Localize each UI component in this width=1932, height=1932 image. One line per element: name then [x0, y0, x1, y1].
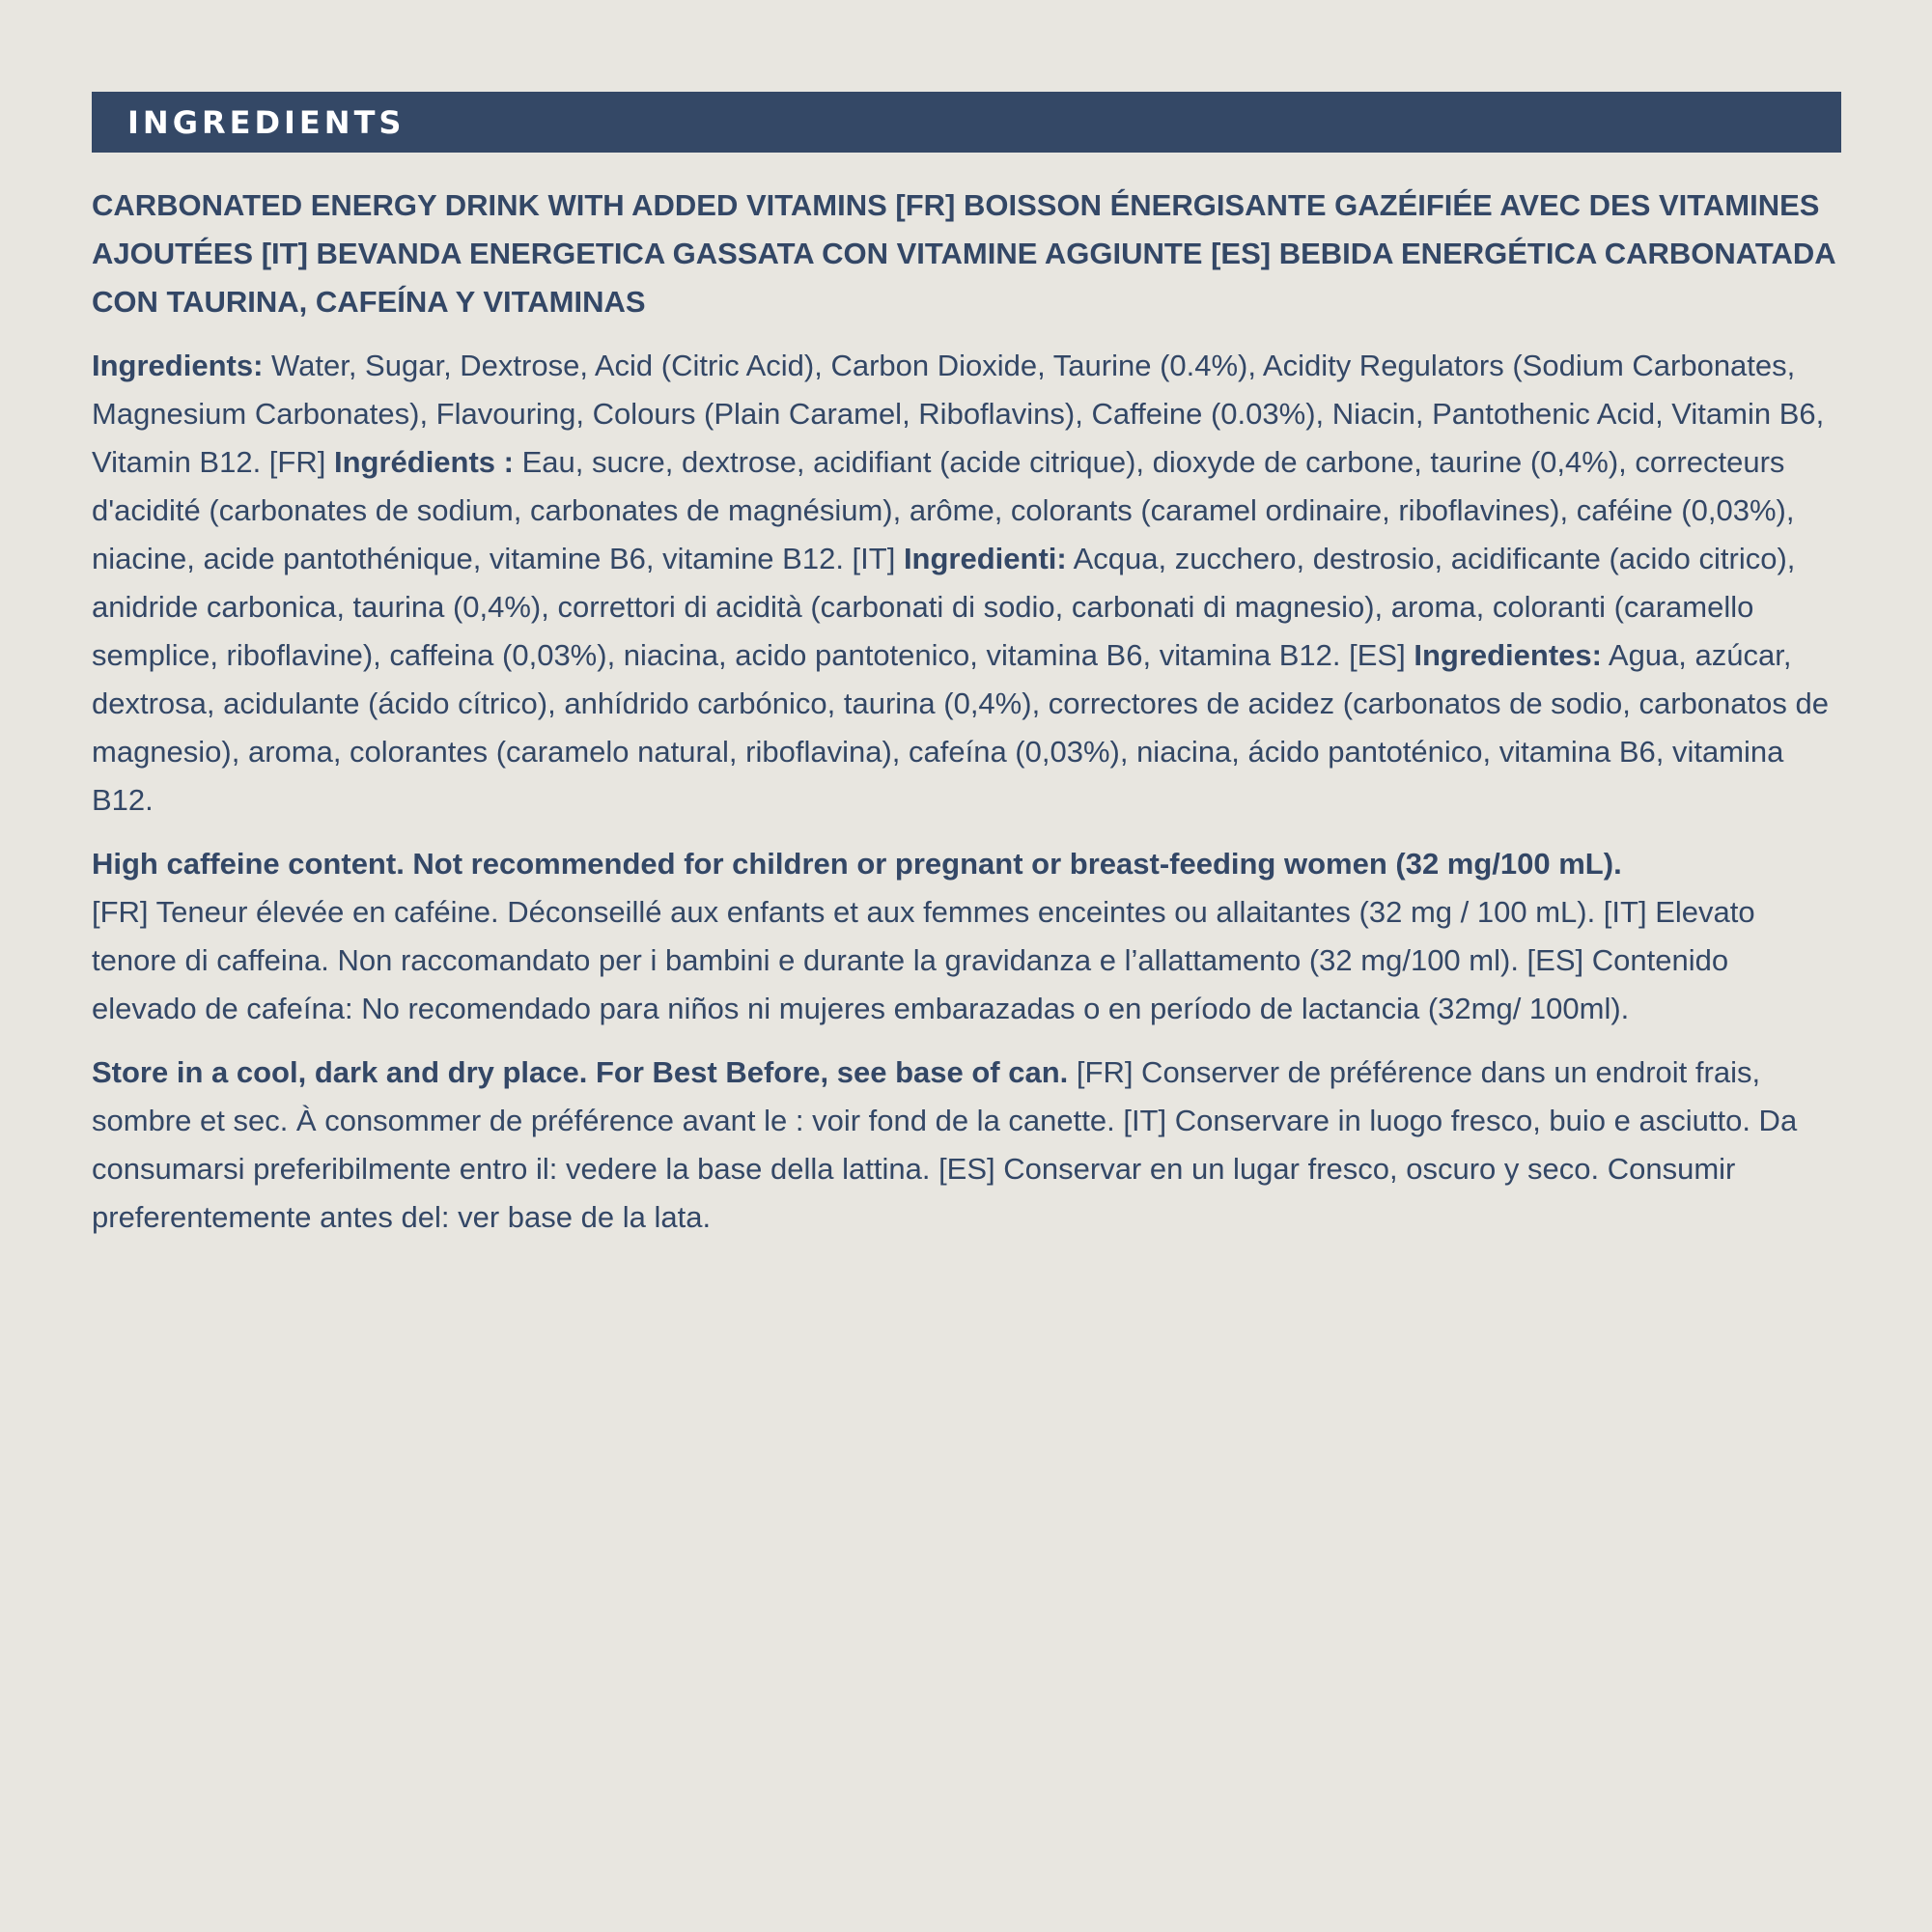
ingredients-text-en: Water, Sugar, Dextrose, Acid (Citric Acid), Carbon Dioxide, Taurine (0.4%), Acidity Regulators (Sodium Carbonates, Magnesium Carbonates), Flavouring, Colours (Plain Caramel, Riboflavins), Caffeine (0.03%), Niacin, Pantothenic Acid, Vitamin B6, Vitamin B12. [FR] — [92, 349, 1825, 479]
storage-instructions-translations: [FR] Conserver de préférence dans un endroit frais, sombre et sec. À consommer de préférence avant le : voir fond de la canette. [IT] Conservare in luogo fresco, buio e asciutto. Da consumarsi preferibilmente entro il: vedere la base della lattina. [ES] Conservar en un lugar fresco, oscuro y seco. Consumir preferentemente antes del: ver base de la lata. — [92, 1055, 1798, 1234]
ingredients-label-fr: Ingrédients : — [333, 445, 514, 479]
product-name: CARBONATED ENERGY DRINK WITH ADDED VITAMINS [FR] BOISSON ÉNERGISANTE GAZÉIFIÉE AVEC DES VITAMINES AJOUTÉES [IT] BEVANDA ENERGETICA GASSATA CON VITAMINE AGGIUNTE [ES] BEBIDA ENERGÉTICA CARBONATADA CON TAURINA, CAFEÍNA Y VITAMINAS — [92, 188, 1835, 319]
section-header — [92, 92, 1841, 153]
caffeine-warning-en: High caffeine content. Not recommended for children or pregnant or breast-feeding women (32 mg/100 mL). — [92, 847, 1622, 881]
ingredients-label-es: Ingredientes: — [1414, 638, 1602, 672]
ingredients-text-es: Agua, azúcar, dextrosa, acidulante (ácido cítrico), anhídrido carbónico, taurina (0,4%), correctores de acidez (carbonatos de sodio, carbonatos de magnesio), aroma, colorantes (caramelo natural, riboflavina), cafeína (0,03%), niacina, ácido pantoténico, vitamina B6, vitamina B12. — [92, 638, 1829, 817]
caffeine-warning — [92, 840, 1841, 1033]
ingredients-text-it: Acqua, zucchero, destrosio, acidificante (acido citrico), anidride carbonica, taurina (0,4%), correttori di acidità (carbonati di sodio, carbonati di magnesio), aroma, coloranti (caramello semplice, riboflavine), caffeina (0,03%), niacina, acido pantotenico, vitamina B6, vitamina B12. [ES] — [92, 542, 1796, 672]
ingredients-list — [92, 342, 1841, 825]
storage-instructions — [92, 1049, 1841, 1242]
ingredients-text-fr: Eau, sucre, dextrose, acidifiant (acide citrique), dioxyde de carbone, taurine (0,4%), correcteurs d'acidité (carbonates de sodium, carbonates de magnésium), arôme, colorants (caramel ordinaire, riboflavines), caféine (0,03%), niacine, acide pantothénique, vitamine B6, vitamine B12. [IT] — [92, 445, 1795, 575]
ingredients-panel — [92, 92, 1841, 1242]
caffeine-warning-translations: [FR] Teneur élevée en caféine. Déconseillé aux enfants et aux femmes enceintes ou allaitantes (32 mg / 100 mL). [IT] Elevato tenore di caffeina. Non raccomandato per i bambini e durante la gravidanza e l’allattamento (32 mg/100 ml). [ES] Contenido elevado de cafeína: No recomendado para niños ni mujeres embarazadas o en período de lactancia (32mg/ 100ml). — [92, 895, 1755, 1025]
section-title: INGREDIENTS — [127, 103, 406, 141]
storage-instructions-en: Store in a cool, dark and dry place. For Best Before, see base of can. — [92, 1055, 1069, 1089]
ingredients-label-it: Ingredienti: — [903, 542, 1067, 575]
ingredients-label-en: Ingredients: — [92, 349, 264, 382]
